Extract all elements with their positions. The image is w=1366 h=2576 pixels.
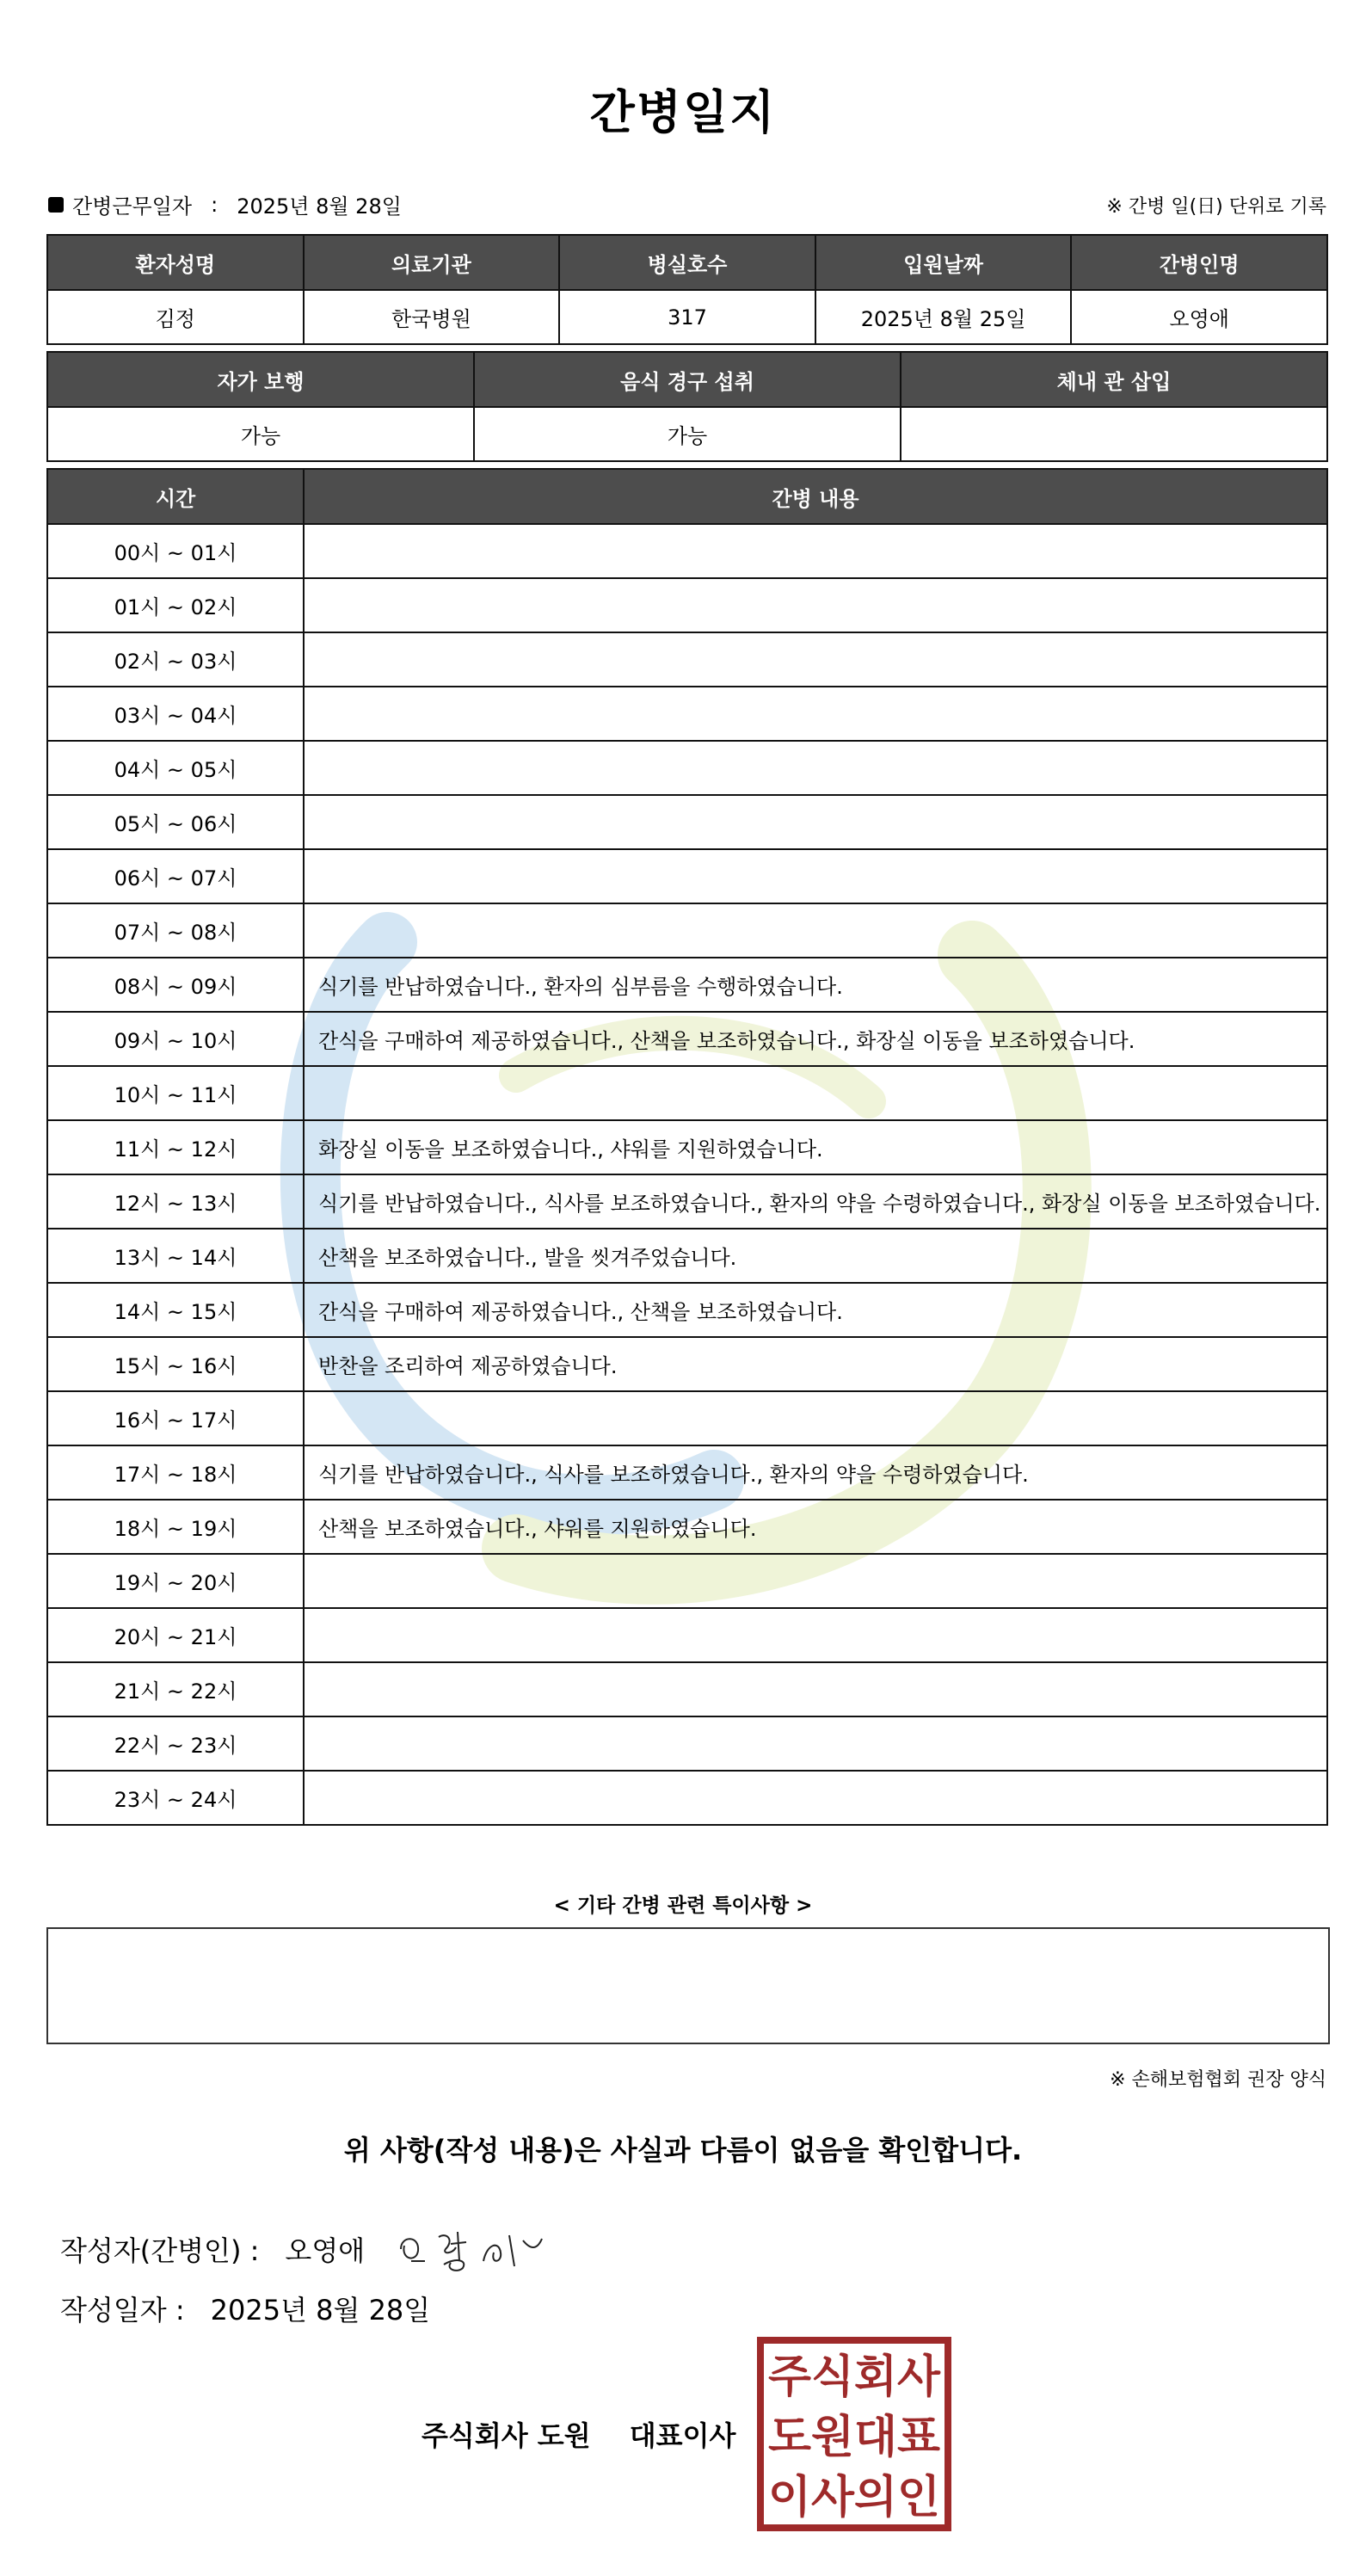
log-content-cell[interactable]: [304, 1391, 1327, 1445]
log-content-cell[interactable]: 반찬을 조리하여 제공하였습니다.: [304, 1337, 1327, 1391]
svg-text:도원대표: 도원대표: [768, 2412, 940, 2463]
log-time-cell: 17시 ~ 18시: [47, 1445, 304, 1500]
log-time-cell: 06시 ~ 07시: [47, 849, 304, 903]
svg-text:이사의인: 이사의인: [768, 2472, 940, 2524]
log-content-cell[interactable]: 산책을 보조하였습니다., 발을 씻겨주었습니다.: [304, 1229, 1327, 1283]
caregiver-name-cell[interactable]: 오영애: [1071, 290, 1327, 344]
log-row: [47, 1066, 1327, 1120]
log-time-cell: 16시 ~ 17시: [47, 1391, 304, 1445]
log-row: [47, 1608, 1327, 1662]
log-time-cell: 15시 ~ 16시: [47, 1337, 304, 1391]
log-row: [47, 1391, 1327, 1445]
writer-name: 오영애: [285, 2234, 366, 2267]
log-time-cell: 02시 ~ 03시: [47, 632, 304, 687]
log-row: [47, 1012, 1327, 1066]
special-notes-box[interactable]: [46, 1927, 1330, 2044]
log-content-cell[interactable]: 간식을 구매하여 제공하였습니다., 산책을 보조하였습니다., 화장실 이동을 보조하였습니다.: [304, 1012, 1327, 1066]
patient-header-cell: 간병인명: [1071, 235, 1327, 290]
handwritten-signature: [394, 2223, 549, 2275]
patient-header-cell: 입원날짜: [815, 235, 1072, 290]
log-content-cell[interactable]: [304, 1608, 1327, 1662]
log-content-cell[interactable]: [304, 687, 1327, 741]
log-time-cell: 05시 ~ 06시: [47, 795, 304, 849]
log-content-cell[interactable]: [304, 632, 1327, 687]
log-content-cell[interactable]: [304, 741, 1327, 795]
log-time-cell: 19시 ~ 20시: [47, 1554, 304, 1608]
log-row: [47, 1337, 1327, 1391]
log-row: [47, 1283, 1327, 1337]
log-time-cell: 13시 ~ 14시: [47, 1229, 304, 1283]
patient-name-cell[interactable]: 김정: [47, 290, 304, 344]
log-row: [47, 1500, 1327, 1554]
log-row: [47, 1120, 1327, 1174]
content-column-header: 간병 내용: [304, 469, 1327, 524]
status-header-cell: 자가 보행: [47, 352, 474, 407]
log-time-cell: 21시 ~ 22시: [47, 1662, 304, 1716]
work-date-value: 2025년 8월 28일: [237, 194, 402, 219]
tube-insertion-cell[interactable]: [901, 407, 1327, 461]
patient-header-row: [47, 235, 1327, 290]
log-row: [47, 1554, 1327, 1608]
page-title: 간병일지: [589, 85, 777, 139]
company-line: [421, 2414, 735, 2454]
patient-header-cell: 의료기관: [304, 235, 560, 290]
log-content-cell[interactable]: 산책을 보조하였습니다., 샤워를 지원하였습니다.: [304, 1500, 1327, 1554]
oral-intake-cell[interactable]: 가능: [474, 407, 901, 461]
status-header-row: [47, 352, 1327, 407]
svg-text:주식회사: 주식회사: [768, 2351, 941, 2403]
confirmation-statement: 위 사항(작성 내용)은 사실과 다름이 없음을 확인합니다.: [343, 2134, 1023, 2166]
log-row: [47, 795, 1327, 849]
work-date-colon: :: [211, 192, 218, 217]
log-content-cell[interactable]: [304, 1716, 1327, 1771]
status-value-row: [47, 407, 1327, 461]
log-time-cell: 04시 ~ 05시: [47, 741, 304, 795]
log-time-cell: 07시 ~ 08시: [47, 903, 304, 958]
walking-cell[interactable]: 가능: [47, 407, 474, 461]
time-column-header: 시간: [47, 469, 304, 524]
writer-line: [60, 2223, 549, 2275]
log-time-cell: 12시 ~ 13시: [47, 1174, 304, 1229]
written-date-line: [60, 2289, 430, 2328]
log-row: [47, 1662, 1327, 1716]
log-row: [47, 849, 1327, 903]
log-row: [47, 632, 1327, 687]
patient-value-row: [47, 290, 1327, 344]
log-content-cell[interactable]: [304, 1771, 1327, 1825]
admission-date-cell[interactable]: 2025년 8월 25일: [815, 290, 1072, 344]
log-time-cell: 14시 ~ 15시: [47, 1283, 304, 1337]
company-name: 주식회사 도원: [421, 2419, 591, 2452]
log-content-cell[interactable]: [304, 795, 1327, 849]
log-time-cell: 18시 ~ 19시: [47, 1500, 304, 1554]
log-time-cell: 01시 ~ 02시: [47, 578, 304, 632]
log-row: [47, 903, 1327, 958]
status-header-cell: 음식 경구 섭취: [474, 352, 901, 407]
patient-header-cell: 병실호수: [559, 235, 815, 290]
log-content-cell[interactable]: 식기를 반납하였습니다., 식사를 보조하였습니다., 환자의 약을 수령하였습니다., 화장실 이동을 보조하였습니다.: [304, 1174, 1327, 1229]
log-time-cell: 08시 ~ 09시: [47, 958, 304, 1012]
patient-status-table: [46, 351, 1328, 462]
log-header-row: [47, 469, 1327, 524]
work-date-line: [48, 189, 402, 219]
log-time-cell: 22시 ~ 23시: [47, 1716, 304, 1771]
log-row: [47, 1445, 1327, 1500]
log-time-cell: 20시 ~ 21시: [47, 1608, 304, 1662]
room-number-cell[interactable]: 317: [559, 290, 815, 344]
log-time-cell: 03시 ~ 04시: [47, 687, 304, 741]
log-content-cell[interactable]: [304, 903, 1327, 958]
log-row: [47, 1771, 1327, 1825]
log-content-cell[interactable]: [304, 524, 1327, 578]
bullet-square-icon: [48, 197, 64, 213]
work-date-label: 간병근무일자: [72, 194, 193, 219]
log-row: [47, 524, 1327, 578]
log-content-cell[interactable]: [304, 578, 1327, 632]
log-row: [47, 958, 1327, 1012]
log-row: [47, 1174, 1327, 1229]
notes-title: < 기타 간병 관련 특이사항 >: [553, 1895, 813, 1917]
log-content-cell[interactable]: 간식을 구매하여 제공하였습니다., 산책을 보조하였습니다.: [304, 1283, 1327, 1337]
written-date-value: 2025년 8월 28일: [210, 2294, 431, 2326]
log-row: [47, 687, 1327, 741]
unit-note: ※ 간병 일(日) 단위로 기록: [1106, 196, 1326, 218]
log-content-cell[interactable]: 식기를 반납하였습니다., 환자의 심부름을 수행하였습니다.: [304, 958, 1327, 1012]
writer-label: 작성자(간병인) :: [60, 2234, 260, 2267]
log-row: [47, 1716, 1327, 1771]
log-row: [47, 578, 1327, 632]
patient-header-cell: 환자성명: [47, 235, 304, 290]
log-time-cell: 10시 ~ 11시: [47, 1066, 304, 1120]
log-time-cell: 11시 ~ 12시: [47, 1120, 304, 1174]
log-content-cell[interactable]: 식기를 반납하였습니다., 식사를 보조하였습니다., 환자의 약을 수령하였습니다.: [304, 1445, 1327, 1500]
written-date-label: 작성일자 :: [60, 2294, 185, 2326]
log-row: [47, 741, 1327, 795]
recommended-form-note: ※ 손해보험협회 권장 양식: [1110, 2069, 1326, 2091]
log-content-cell[interactable]: [304, 1066, 1327, 1120]
company-seal-stamp: [757, 2337, 951, 2531]
care-log-table: [46, 468, 1328, 1826]
log-time-cell: 00시 ~ 01시: [47, 524, 304, 578]
log-time-cell: 09시 ~ 10시: [47, 1012, 304, 1066]
patient-info-table: [46, 234, 1328, 345]
log-content-cell[interactable]: [304, 1554, 1327, 1608]
log-content-cell[interactable]: [304, 849, 1327, 903]
representative-title: 대표이사: [629, 2419, 736, 2452]
log-row: [47, 1229, 1327, 1283]
status-header-cell: 체내 관 삽입: [901, 352, 1327, 407]
log-time-cell: 23시 ~ 24시: [47, 1771, 304, 1825]
log-content-cell[interactable]: 화장실 이동을 보조하였습니다., 샤워를 지원하였습니다.: [304, 1120, 1327, 1174]
log-content-cell[interactable]: [304, 1662, 1327, 1716]
hospital-cell[interactable]: 한국병원: [304, 290, 560, 344]
